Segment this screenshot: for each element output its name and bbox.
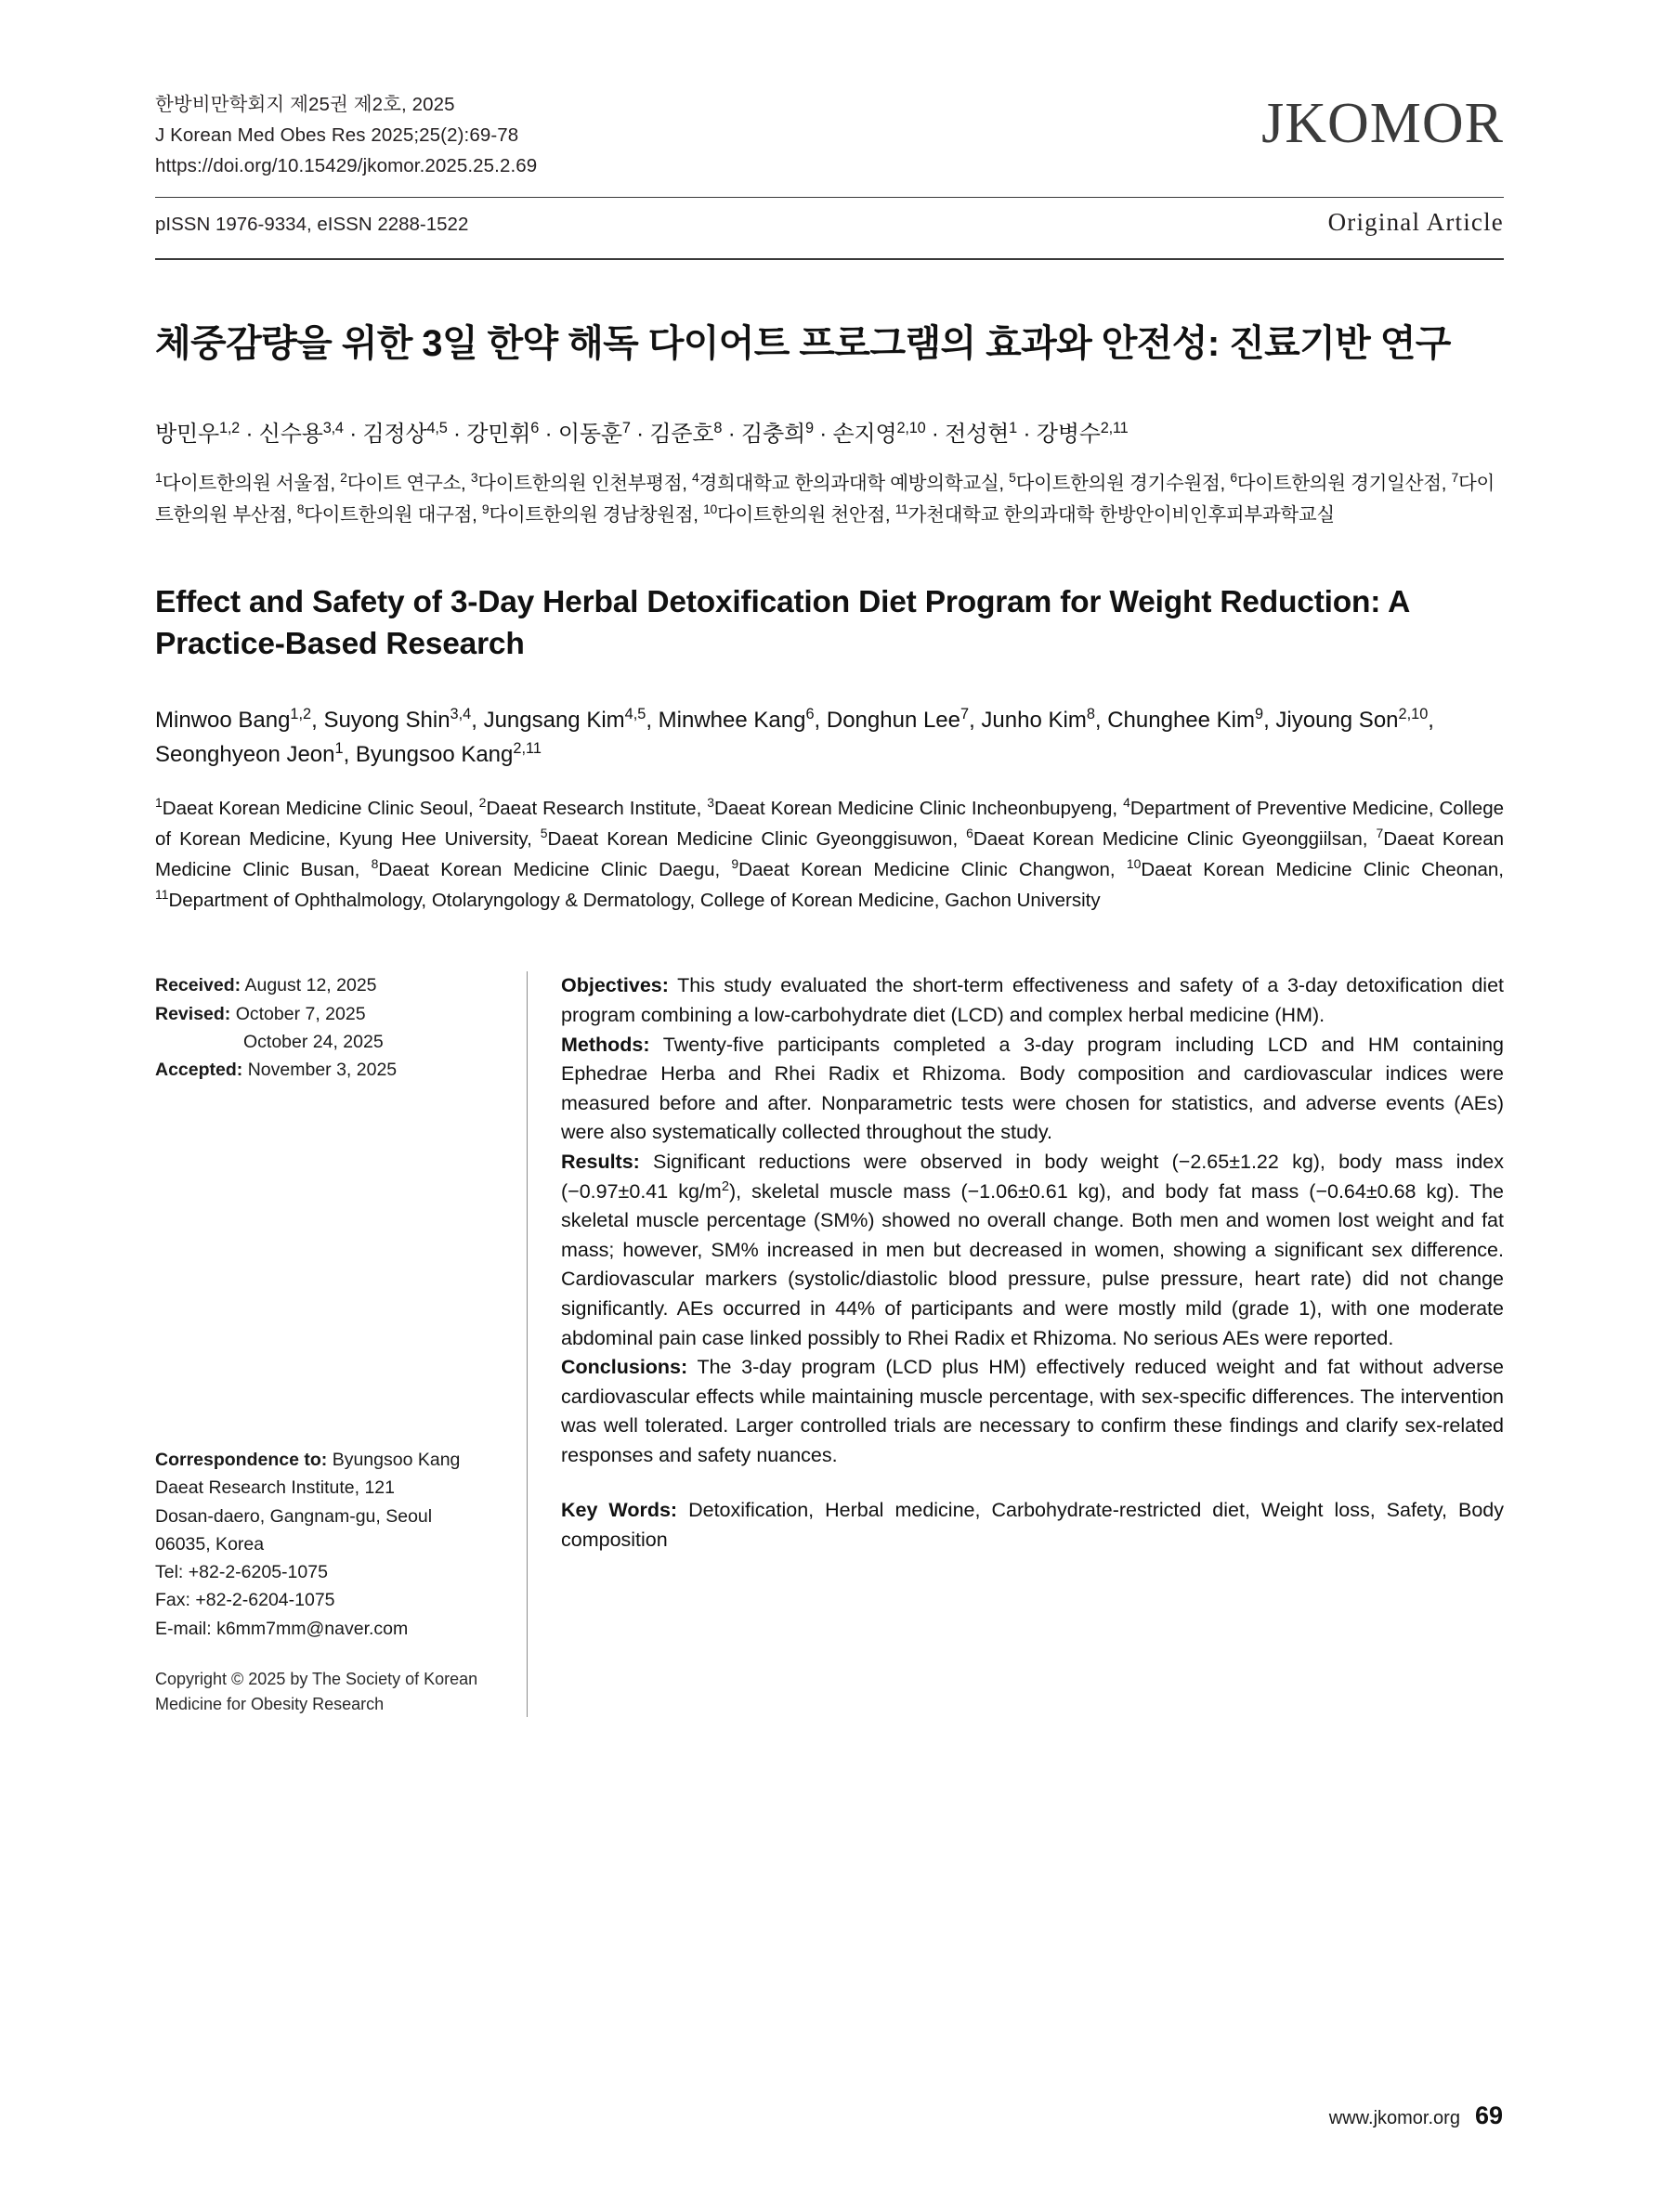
correspondence-address3: 06035, Korea (155, 1533, 265, 1555)
masthead-divider (155, 197, 1504, 198)
accepted-label: Accepted: (155, 1060, 243, 1081)
article-type-label: Original Article (1327, 207, 1504, 236)
revised-label: Revised: (155, 1003, 231, 1024)
correspondence-email[interactable]: E-mail: k6mm7mm@naver.com (155, 1618, 409, 1639)
jkomor-logo: JKOMOR (1261, 92, 1504, 155)
header-bottom-divider (155, 258, 1504, 260)
received-label: Received: (155, 975, 242, 996)
english-affiliations: $^1$Daeat Korean Medicine Clinic Seoul, $^2$Daeat Research Institute, $^3$Daeat Korean Medicine Clinic Incheonbupyeng, $^4$Department of Preventive Medicine, College of Korean Medicine, Kyung Hee University, $^5$Daeat Korean Medicine Clinic Gyeonggisuwon, $^6$Daeat Korean Medicine Clinic Gyeonggiilsan, $^7$Daeat Korean Medicine Clinic Busan, $^8$Daeat Korean Medicine Clinic Daegu, $^9$Daeat Korean Medicine Clinic Changwon, $^{10}$Daeat Korean Medicine Clinic Cheonan, $^{11}$Department of Ophthalmology, Otolaryngology & Dermatology, College of Korean Medicine, Gachon University (155, 794, 1505, 912)
objectives-text: This study evaluated the short-term effectiveness and safety of a 3-day detoxification diet program combining a low-carbohydrate diet (LCD) and complex herbal medicine (HM). (561, 974, 1504, 1026)
abstract-section (155, 971, 1504, 1716)
received-value: August 12, 2025 (244, 975, 377, 996)
abstract-methods (561, 1031, 1504, 1148)
results-label: Results: (561, 1150, 640, 1173)
journal-citation: J Korean Med Obes Res 2025;25(2):69-78 (155, 124, 519, 147)
page-footer (1329, 2101, 1503, 2130)
abstract-column (561, 971, 1504, 1716)
journal-info (155, 89, 537, 182)
keywords-label: Key Words: (561, 1499, 678, 1522)
correspondence-block (155, 1446, 499, 1717)
results-text: Significant reductions were observed in body weight (−2.65±1.22 kg), body mass index (−0.97±0.41 $kg/m^2$), skeletal muscle mass (−1.06±0.61 kg), and body fat mass (−0.64±0.68 kg). The skeletal muscle percentage (SM%) showed no overall change. Both men and women lost weight and fat mass; however, SM% increased in men but decreased in women, showing a significant sex difference. Cardiovascular markers (systolic/diastolic blood pressure, pulse pressure, heart rate) did not change significantly. AEs occurred in 44% of participants and were mostly mild (grade 1), with one moderate abdominal pain case linked possibly to Rhei Radix et Rhizoma. No serious AEs were reported. (561, 1150, 1504, 1349)
accepted-value: November 3, 2025 (247, 1060, 398, 1081)
correspondence-address2: Dosan-daero, Gangnam-gu, Seoul (155, 1505, 433, 1527)
accepted-line (155, 1056, 499, 1084)
revised-value2: October 24, 2025 (243, 1031, 384, 1052)
revised-line (155, 1000, 499, 1028)
page-content (155, 89, 1504, 1717)
abstract-results (561, 1148, 1504, 1353)
doi-link[interactable]: https://doi.org/10.15429/jkomor.2025.25.2.69 (155, 155, 538, 177)
correspondence-fax: Fax: +82-2-6204-1075 (155, 1590, 335, 1611)
korean-affiliations: $^1$다이트한의원 서울점, $^2$다이트 연구소, $^3$다이트한의원 인천부평점, $^4$경희대학교 한의과대학 예방의학교실, $^5$다이트한의원 경기수원점, $^6$다이트한의원 경기일산점, $^7$다이트한의원 부산점, $^8$다이트한의원 대구점, $^9$다이트한의원 경남창원점, $^{10}$다이트한의원 천안점, $^{11}$가천대학교 한의과대학 한방안이비인후피부과학교실 (155, 470, 1495, 527)
issn-text: pISSN 1976-9334, eISSN 2288-1522 (155, 213, 469, 235)
correspondence-address1: Daeat Research Institute, 121 (155, 1477, 395, 1499)
keywords-line (561, 1496, 1504, 1555)
correspondence-line (155, 1446, 499, 1474)
objectives-label: Objectives: (561, 974, 669, 997)
journal-title-ko: 한방비만학회지 제25권 제2호, 2025 (155, 94, 455, 115)
correspondence-name: Byungsoo Kang (332, 1450, 461, 1471)
metadata-column (155, 971, 527, 1716)
received-line (155, 971, 499, 999)
correspondence-tel: Tel: +82-2-6205-1075 (155, 1562, 328, 1583)
korean-title: 체중감량을 위한 3일 한약 해독 다이어트 프로그램의 효과와 안전성: 진료기반 연구 (155, 322, 1451, 364)
column-divider (527, 971, 528, 1716)
conclusions-text: The 3-day program (LCD plus HM) effectively reduced weight and fat without adverse cardiovascular effects while maintaining muscle percentage, with sex-specific differences. The intervention was well tolerated. Larger controlled trials are necessary to confirm these findings and clarify sex-related responses and safety nuances. (561, 1356, 1504, 1466)
keywords-text: Detoxification, Herbal medicine, Carbohydrate-restricted diet, Weight loss, Safety, Body composition (561, 1499, 1504, 1552)
issn-row (155, 208, 1504, 251)
page-number: 69 (1474, 2101, 1503, 2129)
correspondence-label: Correspondence to: (155, 1450, 328, 1471)
abstract-objectives (561, 971, 1504, 1030)
conclusions-label: Conclusions: (561, 1356, 688, 1379)
methods-text: Twenty-five participants completed a 3-day program including LCD and HM containing Ephedrae Herba and Rhei Radix et Rhizoma. Body composition and cardiovascular indices were measured before and after. Nonparametric tests were chosen for statistics, and adverse events (AEs) were also systematically collected throughout the study. (561, 1033, 1504, 1144)
copyright-notice: Copyright © 2025 by The Society of Korean Medicine for Obesity Research (155, 1669, 478, 1713)
footer-url[interactable]: www.jkomor.org (1328, 2108, 1460, 2128)
korean-authors: 방민우$^{1,2}$ · 신수용$^{3,4}$ · 김정상$^{4,5}$ · 강민휘$^6$ · 이동훈$^7$ · 김준호$^8$ · 김충희$^9$ · 손지영$^{2,10}$ · 전성현$^1$ · 강병수$^{2,11}$ (155, 420, 1129, 448)
abstract-conclusions (561, 1353, 1504, 1470)
masthead (155, 89, 1504, 182)
methods-label: Methods: (561, 1033, 650, 1056)
revised-value: October 7, 2025 (235, 1003, 366, 1024)
english-authors: Minwoo Bang$^{1,2}$, Suyong Shin$^{3,4}$, Jungsang Kim$^{4,5}$, Minwhee Kang$^6$, Donghun Lee$^7$, Junho Kim$^8$, Chunghee Kim$^9$, Jiyoung Son$^{2,10}$, Seonghyeon Jeon$^1$, Byungsoo Kang$^{2,11}$ (155, 706, 1434, 768)
english-title: Effect and Safety of 3-Day Herbal Detoxification Diet Program for Weight Reduction: A Practice-Based Research (155, 585, 1409, 662)
